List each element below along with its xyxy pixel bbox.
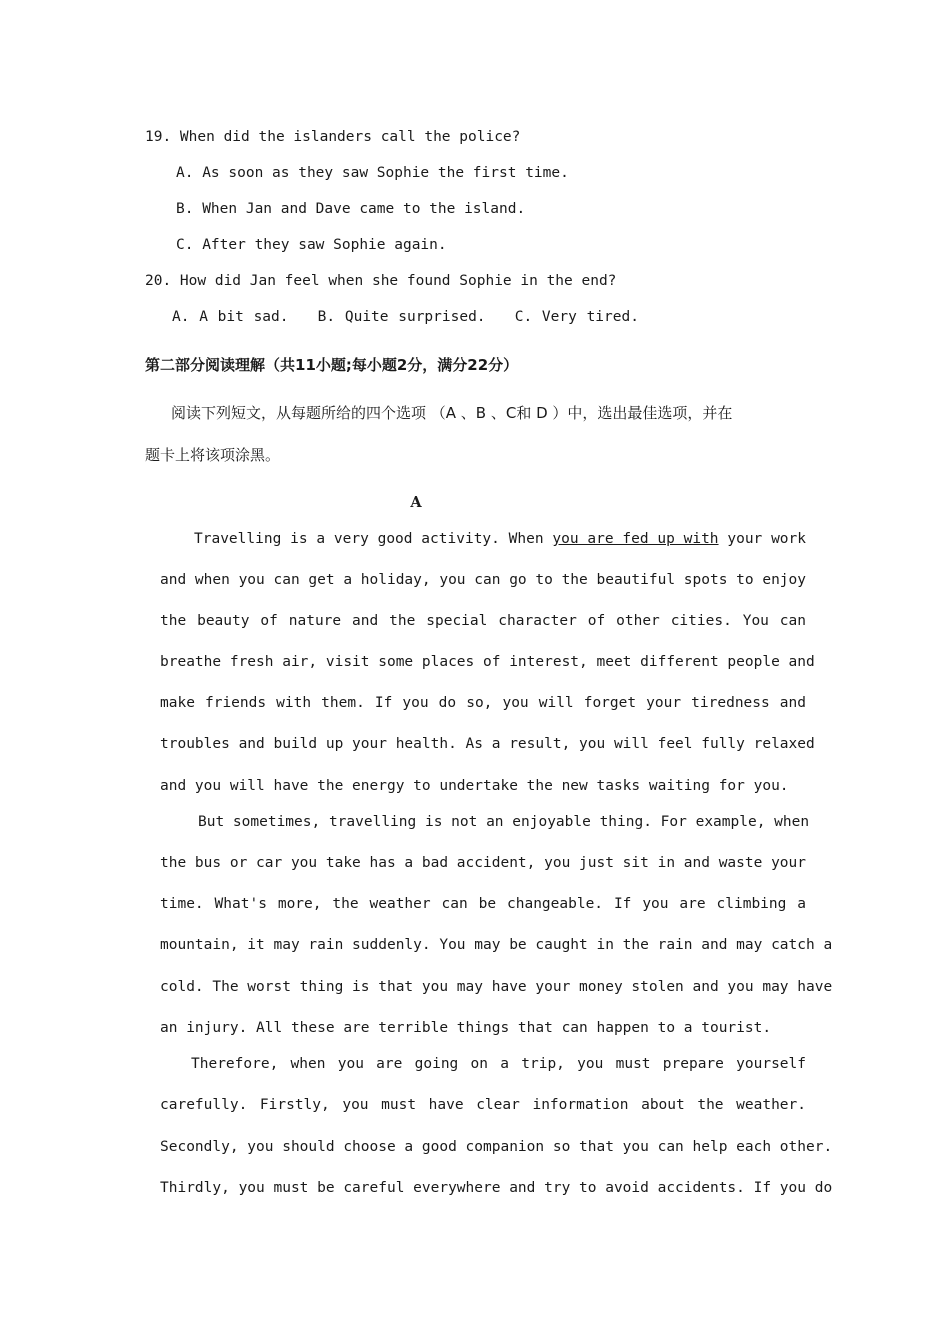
question-19-option-a: A. As soon as they saw Sophie the first time. (176, 165, 569, 181)
instruction-line-2: 题卡上将该项涂黑。 (145, 446, 281, 464)
part-two-heading: 第二部分阅读理解（共11小题;每小题2分，满分22分） (145, 356, 519, 374)
question-19-option-b: B. When Jan and Dave came to the island. (176, 201, 526, 217)
passage-p3-line-3: Secondly, you should choose a good companion so that you can help each other. (160, 1139, 833, 1155)
passage-p2-line-4: mountain, it may rain suddenly. You may be caught in the rain and may catch a (160, 937, 833, 953)
passage-p1-line-5: make friends with them. If you do so, you will forget your tiredness and (160, 695, 806, 711)
question-20-options: A. A bit sad. B. Quite surprised. C. Very tired. (172, 309, 639, 325)
passage-p1-line-1 (160, 530, 806, 548)
passage-label: A (410, 494, 422, 511)
passage-p1-line-6: troubles and build up your health. As a result, you will feel fully relaxed (160, 736, 815, 752)
passage-p1-line-2: and when you can get a holiday, you can go to the beautiful spots to enjoy (160, 572, 807, 588)
instruction-line-1: 阅读下列短文，从每题所给的四个选项 （A 、B 、C和 D ）中，选出最佳选项，并在 (171, 404, 733, 422)
passage-p1-line-4: breathe fresh air, visit some places of interest, meet different people and (160, 654, 815, 670)
passage-p2-line-1: But sometimes, travelling is not an enjoyable thing. For example, when (198, 814, 810, 830)
passage-p3-line-1: Therefore, when you are going on a trip, you must prepare yourself (191, 1056, 806, 1072)
passage-p1-line-3: the beauty of nature and the special character of other cities. You can (160, 613, 806, 629)
passage-p3-line-4: Thirdly, you must be careful everywhere and try to avoid accidents. If you do (160, 1180, 833, 1196)
question-19-option-c: C. After they saw Sophie again. (176, 237, 447, 253)
passage-p2-line-6: an injury. All these are terrible things that can happen to a tourist. (160, 1020, 772, 1036)
passage-p1-text-after: your work (727, 531, 806, 547)
passage-p3-line-2: carefully. Firstly, you must have clear information about the weather. (160, 1097, 806, 1113)
passage-p1-line-7: and you will have the energy to undertake the new tasks waiting for you. (160, 778, 789, 794)
passage-p2-line-2: the bus or car you take has a bad accident, you just sit in and waste your (160, 855, 807, 871)
passage-p2-line-3: time. What's more, the weather can be changeable. If you are climbing a (160, 896, 806, 912)
passage-p2-line-5: cold. The worst thing is that you may have your money stolen and you may have (160, 979, 833, 995)
passage-p1-text-before: Travelling is a very good activity. When (194, 531, 544, 547)
question-20-stem: 20. How did Jan feel when she found Sophie in the end? (145, 273, 617, 289)
question-19-stem: 19. When did the islanders call the police? (145, 129, 521, 145)
underlined-phrase: you are fed up with (552, 531, 719, 547)
